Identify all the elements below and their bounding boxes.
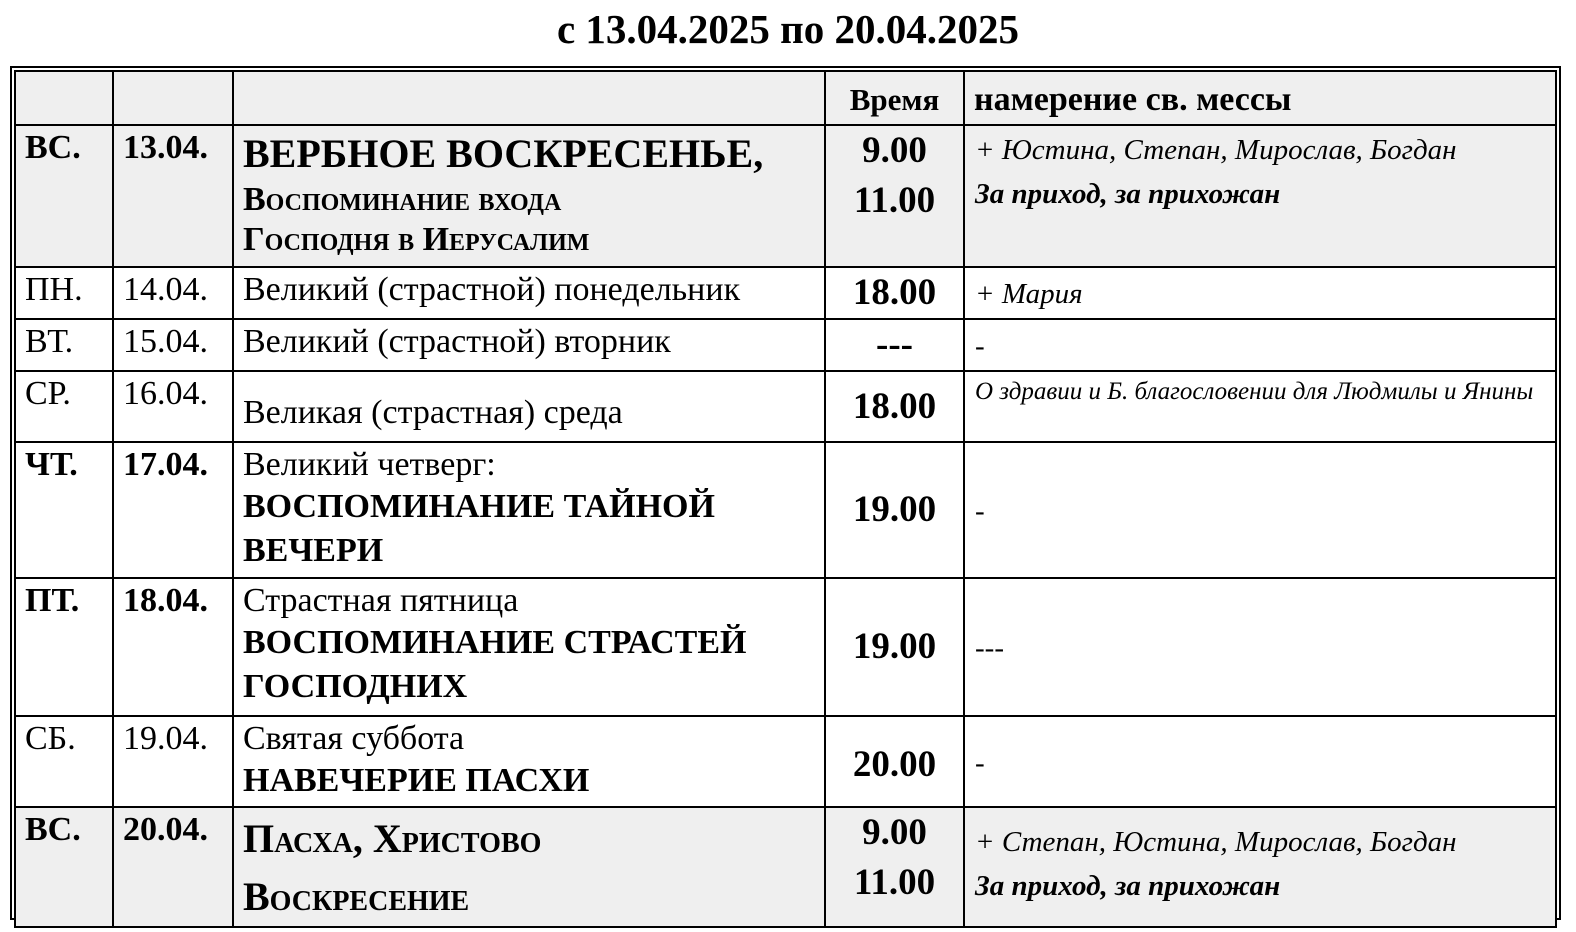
row-intention: - xyxy=(964,442,1556,578)
event-title: Великий четверг: xyxy=(243,446,496,483)
table-row xyxy=(15,371,1556,442)
row-intention: - xyxy=(964,716,1556,807)
row-intention: - xyxy=(964,319,1556,371)
row-time: 19.00 xyxy=(825,578,964,716)
table-row xyxy=(15,267,1556,319)
row-day: ВС. xyxy=(15,807,113,927)
row-intention: + Мария xyxy=(964,267,1556,319)
row-day: ВС. xyxy=(15,125,113,267)
event-subtitle: Воскресение xyxy=(243,874,470,919)
table-header-row xyxy=(15,71,1556,125)
row-day: СБ. xyxy=(15,716,113,807)
table-row xyxy=(15,807,1556,927)
event-subtitle: ВОСПОМИНАНИЕ ТАЙНОЙ ВЕЧЕРИ xyxy=(243,488,715,569)
row-event xyxy=(233,807,825,927)
header-time: Время xyxy=(825,71,964,125)
event-subtitle: НАВЕЧЕРИЕ ПАСХИ xyxy=(243,762,590,799)
row-time: 19.00 xyxy=(825,442,964,578)
event-subtitle: Воспоминание входа xyxy=(243,181,562,218)
row-intention: --- xyxy=(964,578,1556,716)
event-title: Страстная пятница xyxy=(243,582,519,619)
row-intention xyxy=(964,125,1556,267)
schedule-table xyxy=(14,70,1557,928)
mass-time: 9.00 xyxy=(862,130,927,171)
intention-text: За приход, за прихожан xyxy=(975,870,1281,902)
row-event xyxy=(233,442,825,578)
row-date: 16.04. xyxy=(113,371,233,442)
mass-time: 9.00 xyxy=(862,812,927,853)
intention-text: + Степан, Юстина, Мирослав, Богдан xyxy=(975,826,1457,858)
event-title: Святая суббота xyxy=(243,720,465,757)
table-row xyxy=(15,578,1556,716)
event-title: ВЕРБНОЕ ВОСКРЕСЕНЬЕ, xyxy=(243,131,764,176)
row-time xyxy=(825,807,964,927)
row-date: 19.04. xyxy=(113,716,233,807)
row-date: 13.04. xyxy=(113,125,233,267)
row-time: 18.00 xyxy=(825,267,964,319)
row-day: ЧТ. xyxy=(15,442,113,578)
row-event xyxy=(233,578,825,716)
mass-time: 11.00 xyxy=(853,180,936,221)
row-time: --- xyxy=(825,319,964,371)
header-event-cell xyxy=(233,71,825,125)
row-day: СР. xyxy=(15,371,113,442)
row-time xyxy=(825,125,964,267)
row-time: 20.00 xyxy=(825,716,964,807)
row-date: 20.04. xyxy=(113,807,233,927)
page-title: с 13.04.2025 по 20.04.2025 xyxy=(556,6,1020,52)
row-event: Великая (страстная) среда xyxy=(233,371,825,442)
intention-text: За приход, за прихожан xyxy=(975,178,1281,210)
row-date: 15.04. xyxy=(113,319,233,371)
row-event: Великий (страстной) понедельник xyxy=(233,267,825,319)
table-row xyxy=(15,716,1556,807)
event-subtitle: ВОСПОМИНАНИЕ СТРАСТЕЙ ГОСПОДНИХ xyxy=(243,624,747,705)
row-date: 14.04. xyxy=(113,267,233,319)
row-intention xyxy=(964,807,1556,927)
header-day-cell xyxy=(15,71,113,125)
event-title: Пасха, Христово xyxy=(243,816,542,861)
row-event xyxy=(233,125,825,267)
event-subtitle: Господня в Иерусалим xyxy=(243,221,590,258)
row-date: 17.04. xyxy=(113,442,233,578)
row-event: Великий (страстной) вторник xyxy=(233,319,825,371)
table-row xyxy=(15,125,1556,267)
header-date-cell xyxy=(113,71,233,125)
intention-text: + Юстина, Степан, Мирослав, Богдан xyxy=(975,134,1457,166)
header-intention: намерение св. мессы xyxy=(964,71,1556,125)
row-event xyxy=(233,716,825,807)
row-day: ПН. xyxy=(15,267,113,319)
table-row xyxy=(15,442,1556,578)
row-time: 18.00 xyxy=(825,371,964,442)
row-day: ПТ. xyxy=(15,578,113,716)
table-row xyxy=(15,319,1556,371)
schedule-frame xyxy=(10,66,1561,920)
row-date: 18.04. xyxy=(113,578,233,716)
mass-time: 11.00 xyxy=(853,862,936,903)
row-day: ВТ. xyxy=(15,319,113,371)
row-intention: О здравии и Б. благословении для Людмилы и Янины xyxy=(964,371,1556,442)
